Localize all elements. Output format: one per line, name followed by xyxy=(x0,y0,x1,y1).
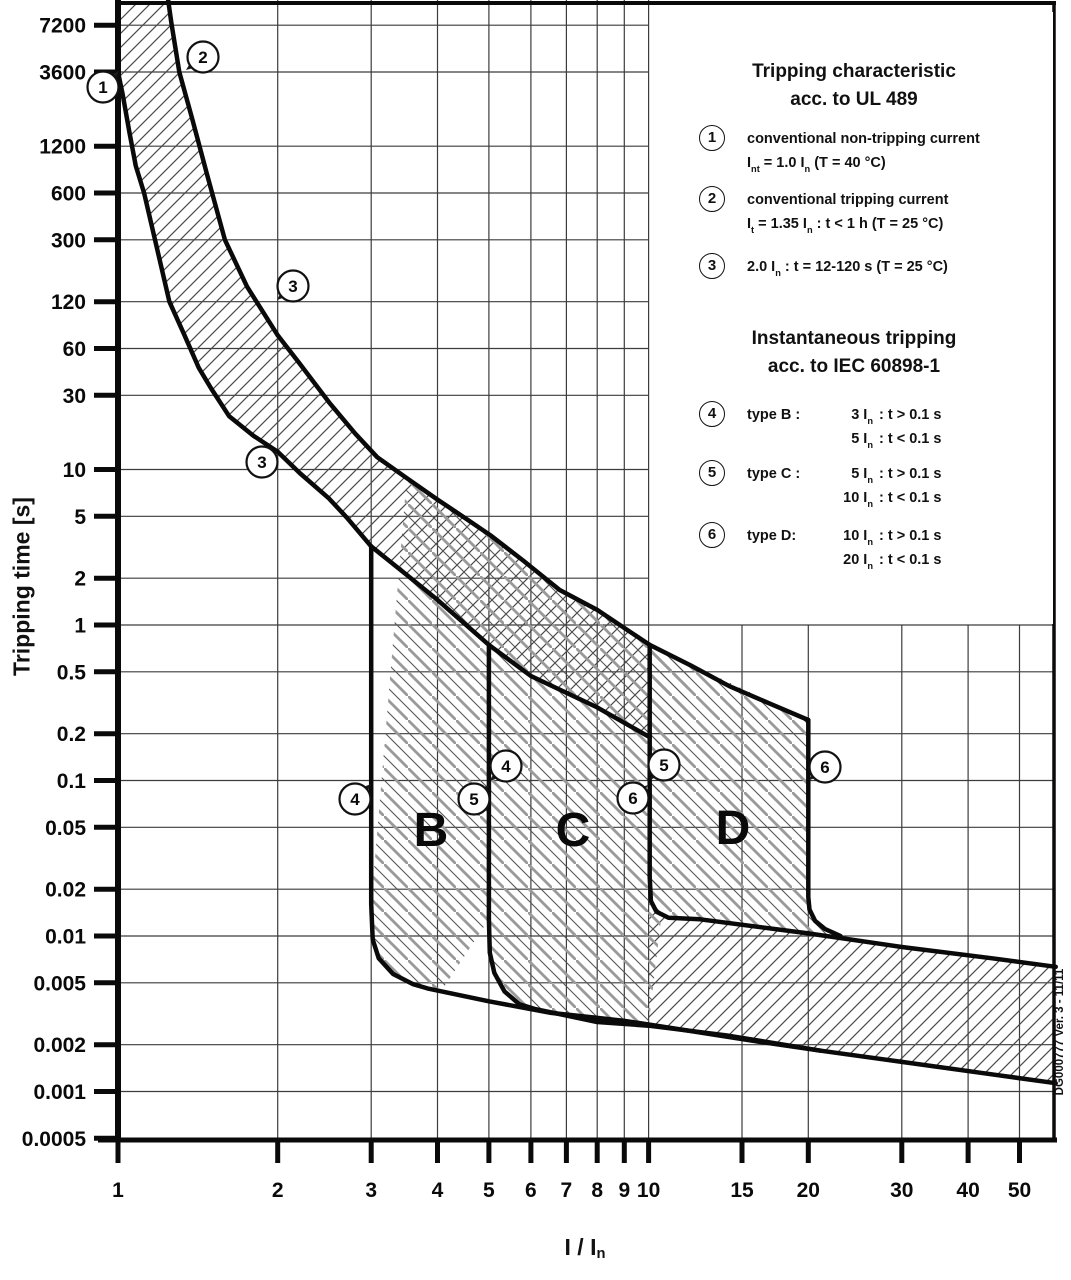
callout-number: 2 xyxy=(198,48,208,67)
x-tick-label: 4 xyxy=(431,1179,444,1202)
y-tick-label: 0.05 xyxy=(45,816,86,840)
y-tick-label: 5 xyxy=(74,505,86,529)
y-tick-label: 0.01 xyxy=(45,925,86,949)
y-tick-label: 1 xyxy=(74,614,86,638)
x-tick-label: 6 xyxy=(525,1179,537,1202)
legend-type-row: type C : 5 $I_n$ : t > 0.1 s xyxy=(747,466,942,485)
x-tick-label: 20 xyxy=(796,1179,820,1202)
callout-number: 1 xyxy=(98,78,108,97)
legend-type-row: type B : 3 $I_n$ : t > 0.1 s xyxy=(747,407,942,426)
legend-item-formula: $I_{nt} = 1.0$ $I_n$ (T = 40 °C) xyxy=(747,155,886,174)
x-tick-label: 2 xyxy=(271,1179,284,1202)
x-tick-label: 30 xyxy=(890,1179,914,1202)
y-tick-label: 60 xyxy=(62,338,86,361)
y-tick-label: 3600 xyxy=(39,61,86,85)
y-tick-label: 0.001 xyxy=(33,1081,86,1104)
y-tick-label: 0.02 xyxy=(45,878,86,902)
x-tick-label: 8 xyxy=(591,1179,604,1202)
legend-panel xyxy=(655,12,1053,624)
x-axis-title: I / $I_n$ xyxy=(564,1234,606,1263)
y-tick-label: 0.1 xyxy=(56,770,86,793)
document-reference-note: DG000777 Ver. 3 - 11/11 xyxy=(1054,968,1066,1096)
legend-item-text: 2.0 $I_n$ : t = 12-120 s (T = 25 °C) xyxy=(747,259,948,278)
legend-number-icon: 5 xyxy=(699,460,725,486)
x-tick-label: 3 xyxy=(365,1179,378,1202)
y-tick-label: 0.005 xyxy=(33,972,86,996)
y-tick-label: 10 xyxy=(62,459,86,482)
x-tick-label: 7 xyxy=(560,1179,573,1202)
legend-item-text: conventional non-tripping current xyxy=(747,131,980,147)
callout-number: 3 xyxy=(257,453,267,472)
callout-number: 5 xyxy=(469,790,479,809)
x-tick-label: 10 xyxy=(636,1179,661,1202)
legend-type-row: type D: 10 $I_n$ : t > 0.1 s xyxy=(747,528,942,547)
callout-number: 6 xyxy=(820,758,830,777)
y-tick-label: 300 xyxy=(50,229,86,253)
legend-number-icon: 1 xyxy=(699,125,725,151)
legend-number-icon: 6 xyxy=(699,522,725,548)
callout-number: 3 xyxy=(288,277,298,296)
x-tick-label: 40 xyxy=(956,1179,980,1202)
y-tick-label: 30 xyxy=(62,384,86,408)
legend-number-icon: 2 xyxy=(699,186,725,212)
y-tick-label: 1200 xyxy=(39,135,86,159)
y-tick-label: 0.002 xyxy=(33,1034,86,1058)
x-tick-label: 9 xyxy=(618,1179,631,1202)
y-axis-title: Tripping time [s] xyxy=(8,497,35,676)
x-tick-label: 5 xyxy=(483,1179,495,1202)
region-label-C: C xyxy=(555,804,591,857)
callout-number: 4 xyxy=(501,757,511,776)
y-tick-label: 0.2 xyxy=(56,723,86,747)
legend-title-ul: Tripping characteristic acc. to UL 489 xyxy=(752,61,956,110)
legend-title-iec: Instantaneous tripping acc. to IEC 60898-1 xyxy=(751,328,957,377)
callout-number: 4 xyxy=(350,790,360,809)
x-tick-label: 15 xyxy=(730,1179,754,1202)
y-tick-label: 120 xyxy=(50,291,86,315)
y-tick-label: 0.5 xyxy=(56,661,86,685)
legend-type-row2: 20 $I_n$ : t < 0.1 s xyxy=(843,552,942,571)
y-tick-label: 600 xyxy=(50,182,86,206)
region-label-D: D xyxy=(715,802,751,855)
y-tick-label: 2 xyxy=(74,567,86,591)
legend-number-icon: 3 xyxy=(699,253,725,279)
x-tick-label: 1 xyxy=(112,1179,124,1202)
legend-item-formula: $I_t = 1.35$ $I_n$ : t < 1 h (T = 25 °C) xyxy=(747,216,944,235)
x-tick-label: 50 xyxy=(1007,1179,1032,1202)
legend-number-icon: 4 xyxy=(699,401,725,427)
y-tick-label: 7200 xyxy=(39,14,86,38)
legend-item-text: conventional tripping current xyxy=(747,192,949,208)
callout-number: 6 xyxy=(628,789,638,808)
region-label-B: B xyxy=(413,804,449,857)
region-D-fill xyxy=(650,645,841,936)
legend-type-row2: 5 $I_n$ : t < 0.1 s xyxy=(851,431,942,450)
legend-type-row2: 10 $I_n$ : t < 0.1 s xyxy=(843,490,942,509)
y-tick-label: 0.0005 xyxy=(21,1127,86,1151)
callout-number: 5 xyxy=(659,756,669,775)
